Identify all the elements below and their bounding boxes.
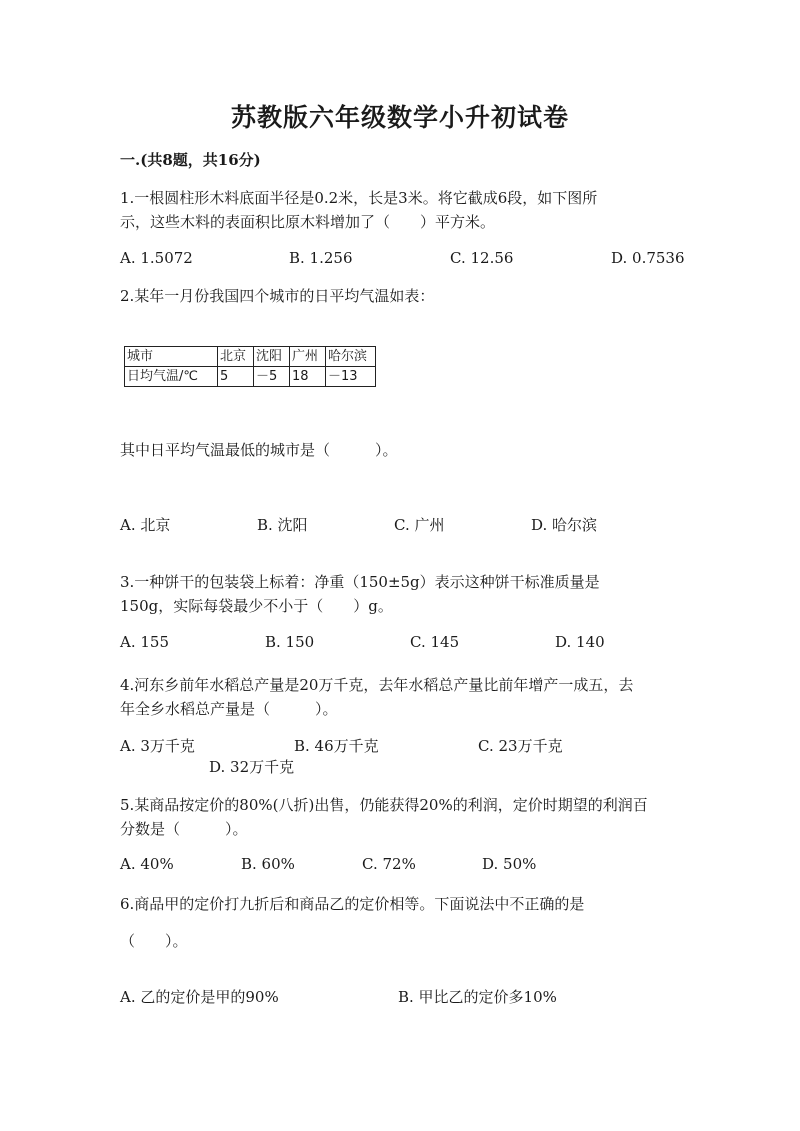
question-2-option-d[interactable]: D. 哈尔滨 [531, 516, 598, 534]
question-5-option-a[interactable]: A. 40% [120, 855, 174, 873]
question-3-line-1: 3.一种饼干的包装袋上标着：净重（150±5g）表示这种饼干标准质量是 [120, 573, 600, 591]
temperature-table [124, 346, 376, 387]
table-cell: 沈阳 [254, 347, 290, 367]
question-3 [120, 570, 600, 618]
table-cell: 城市 [125, 347, 218, 367]
table-cell: 日均气温/℃ [125, 367, 218, 387]
page-title: 苏教版六年级数学小升初试卷 [230, 103, 569, 132]
question-5-line-2: 分数是（ ）。 [120, 820, 248, 838]
question-3-line-2: 150g，实际每袋最少不小于（ ）g。 [120, 597, 393, 615]
question-1-option-b[interactable]: B. 1.256 [289, 249, 353, 267]
question-1-option-a[interactable]: A. 1.5072 [120, 249, 193, 267]
question-2-option-a[interactable]: A. 北京 [120, 516, 171, 534]
question-4-option-b[interactable]: B. 46万千克 [294, 737, 379, 755]
question-4-option-a[interactable]: A. 3万千克 [120, 737, 195, 755]
question-2-option-c[interactable]: C. 广州 [394, 516, 445, 534]
question-5-option-c[interactable]: C. 72% [362, 855, 416, 873]
question-3-option-b[interactable]: B. 150 [265, 633, 315, 651]
question-5-option-b[interactable]: B. 60% [241, 855, 295, 873]
question-3-option-a[interactable]: A. 155 [120, 633, 169, 651]
question-6-option-a[interactable]: A. 乙的定价是甲的90% [120, 988, 279, 1006]
question-2 [120, 284, 434, 308]
question-5 [120, 793, 648, 841]
question-5-line-1: 5.某商品按定价的80%(八折)出售，仍能获得20%的利润，定价时期望的利润百 [120, 796, 648, 814]
question-6-line-2: （ ）。 [120, 932, 188, 950]
table-header-row [125, 347, 376, 367]
question-6-option-b[interactable]: B. 甲比乙的定价多10% [398, 988, 557, 1006]
section-heading: 一.(共8题，共16分) [120, 151, 261, 169]
question-3-option-c[interactable]: C. 145 [410, 633, 460, 651]
table-cell: 哈尔滨 [326, 347, 376, 367]
question-4 [120, 673, 633, 721]
question-4-line-1: 4.河东乡前年水稻总产量是20万千克，去年水稻总产量比前年增产一成五，去 [120, 676, 634, 694]
question-5-option-d[interactable]: D. 50% [482, 855, 537, 873]
question-2-option-b[interactable]: B. 沈阳 [257, 516, 308, 534]
question-2-followup: 其中日平均气温最低的城市是（ ）。 [120, 441, 398, 459]
question-4-option-c[interactable]: C. 23万千克 [478, 737, 563, 755]
question-3-option-d[interactable]: D. 140 [555, 633, 605, 651]
table-cell: 18 [290, 367, 326, 387]
question-1-line-1: 1.一根圆柱形木料底面半径是0.2米，长是3米。将它截成6段，如下图所 [120, 189, 598, 207]
table-cell: －13 [326, 367, 376, 387]
question-1 [120, 186, 597, 234]
table-cell: 5 [218, 367, 254, 387]
question-2-line-1: 2.某年一月份我国四个城市的日平均气温如表： [120, 287, 435, 305]
question-1-option-c[interactable]: C. 12.56 [450, 249, 514, 267]
table-cell: 北京 [218, 347, 254, 367]
question-1-line-2: 示，这些木料的表面积比原木料增加了（ ）平方米。 [120, 213, 496, 231]
table-cell: 广州 [290, 347, 326, 367]
question-4-option-d[interactable]: D. 32万千克 [209, 758, 295, 776]
question-4-line-2: 年全乡水稻总产量是（ ）。 [120, 700, 338, 718]
question-1-option-d[interactable]: D. 0.7536 [611, 249, 685, 267]
question-6-line-1: 6.商品甲的定价打九折后和商品乙的定价相等。下面说法中不正确的是 [120, 895, 585, 913]
table-row [125, 367, 376, 387]
table-cell: －5 [254, 367, 290, 387]
